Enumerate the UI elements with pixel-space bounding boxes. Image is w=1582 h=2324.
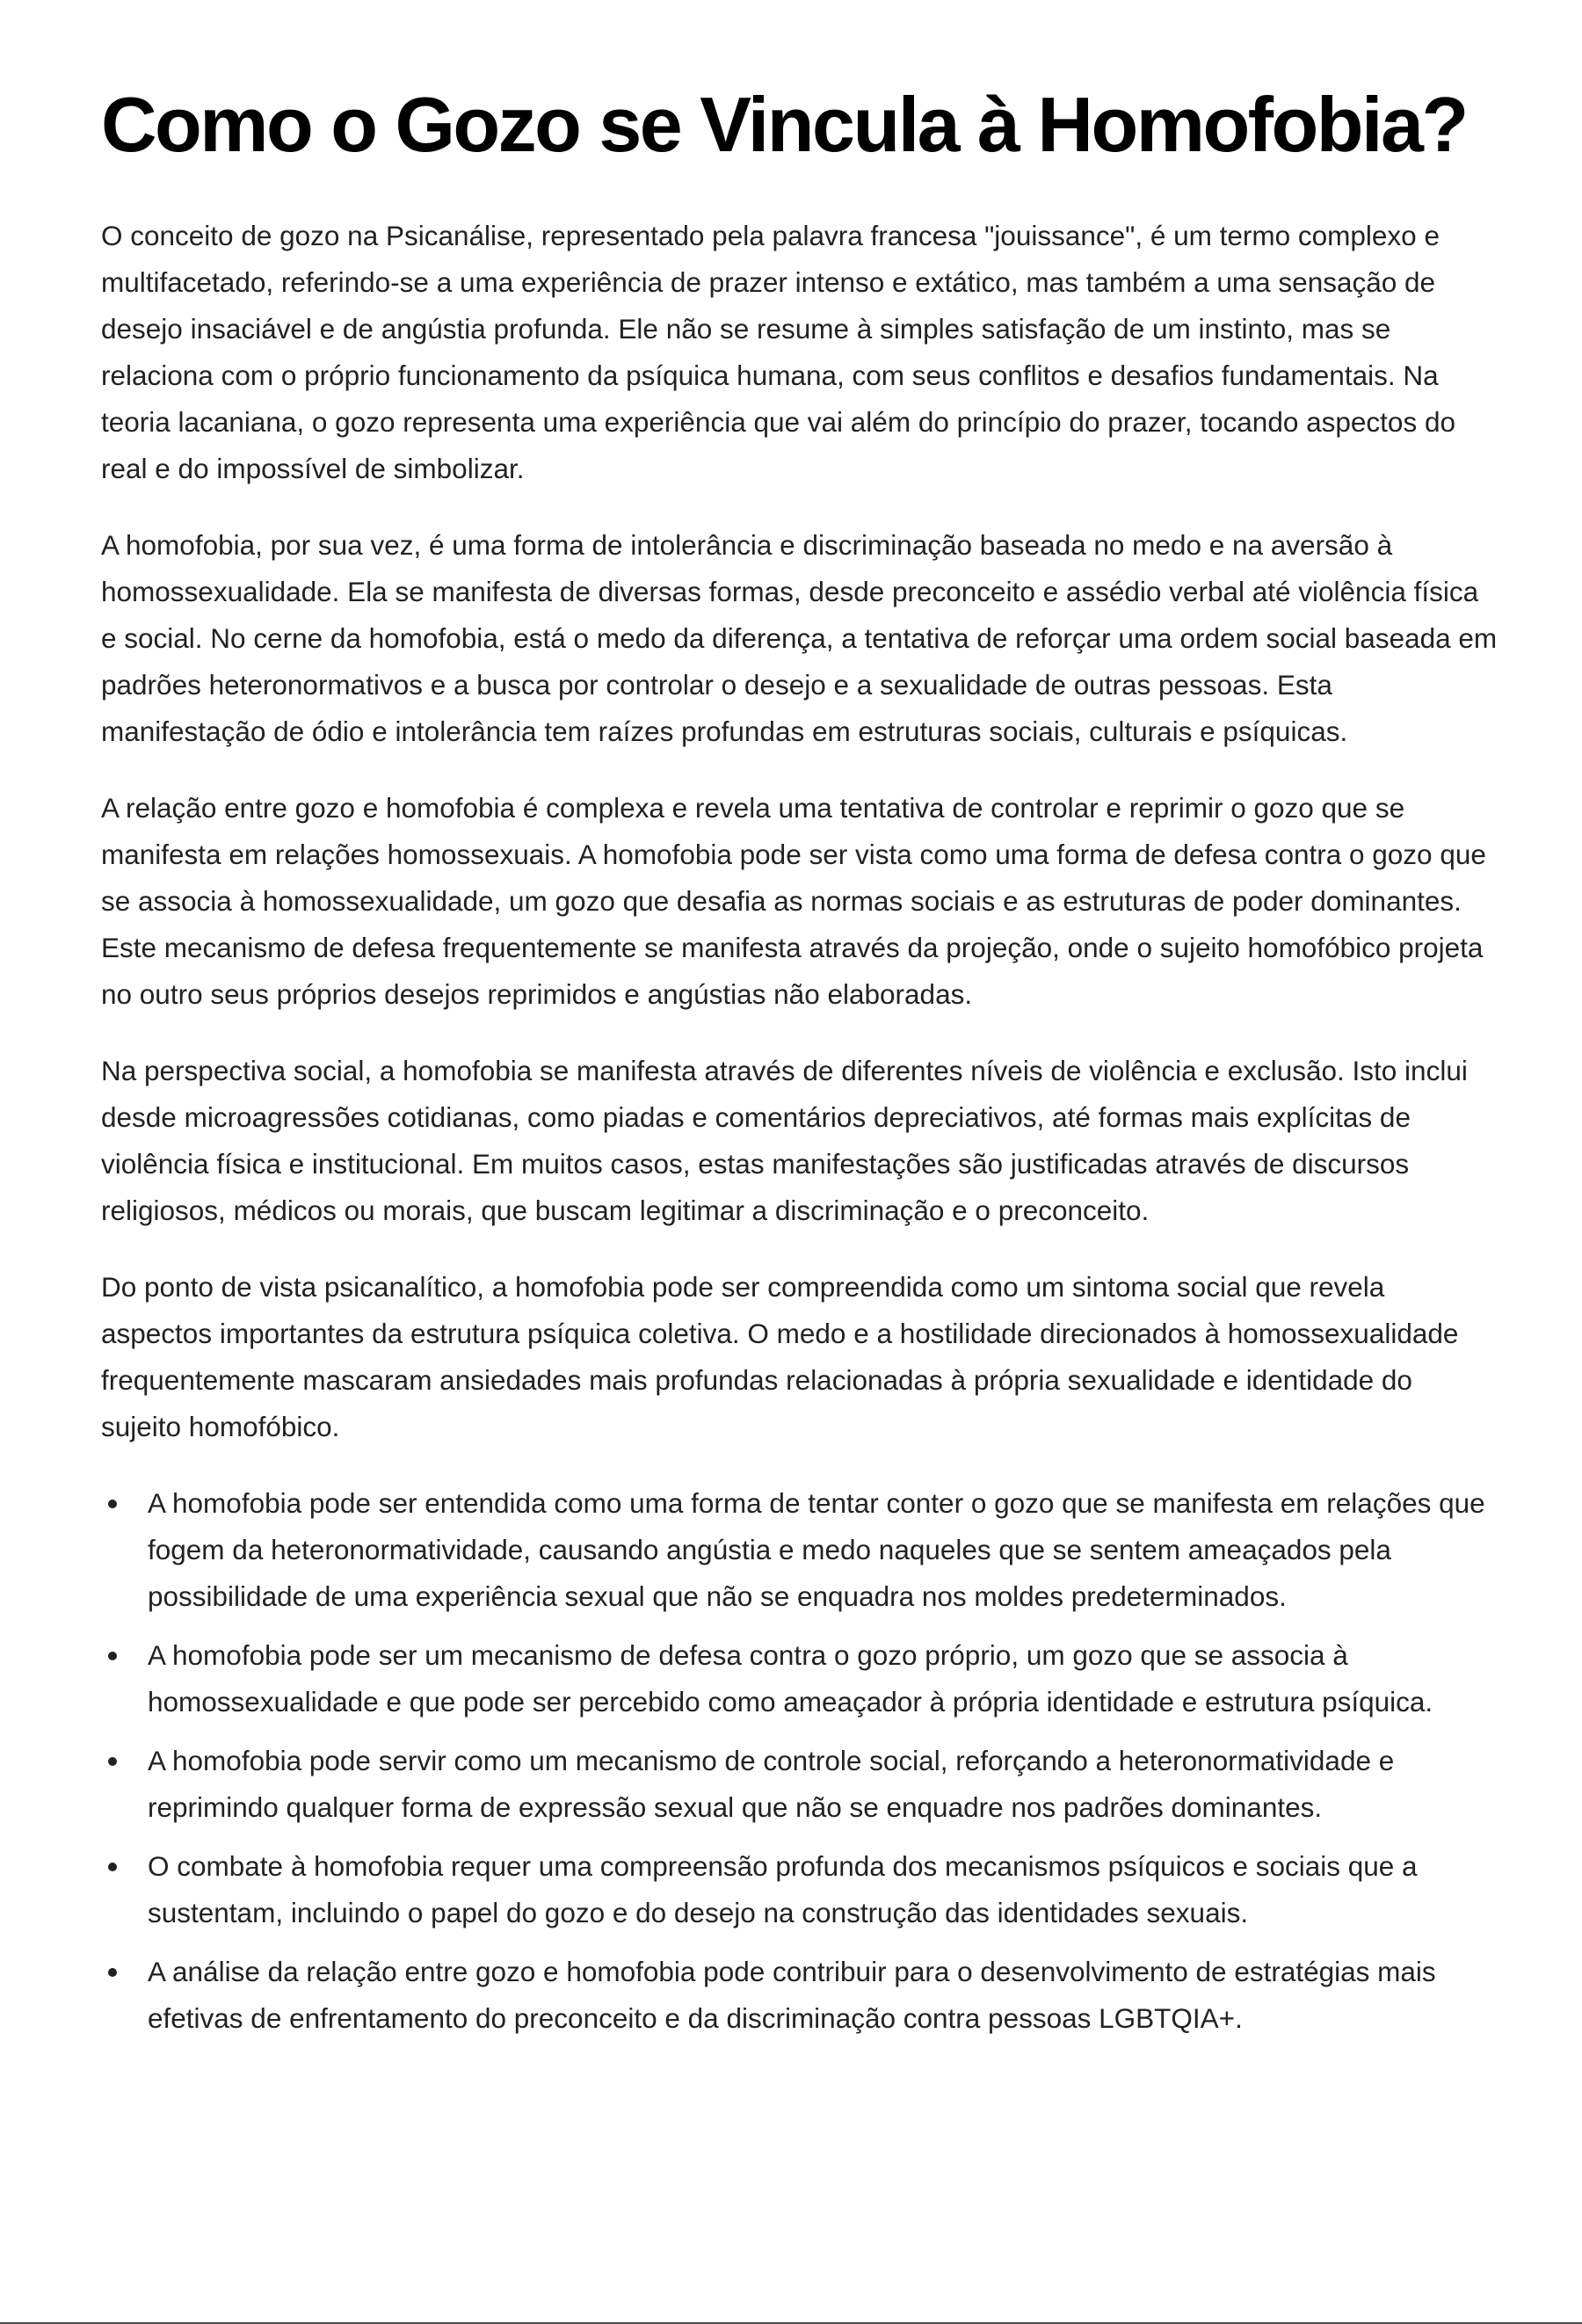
list-item [101,1632,1499,1725]
list-item-text: A homofobia pode servir como um mecanismo de controle social, reforçando a heteronormatividade e reprimindo qualquer forma de expressão sexual que não se enquadre nos padrões dominantes. [148,1745,1395,1823]
list-item [101,1949,1499,2042]
list-item [101,1843,1499,1936]
paragraph-homofobia-definition: A homofobia, por sua vez, é uma forma de intolerância e discriminação baseada no medo e na aversão à homossexualidade. Ela se manifesta de diversas formas, desde preconceito e assédio verbal até violência física e social. No cerne da homofobia, está o medo da diferença, a tentativa de reforçar uma ordem social baseada em padrões heteronormativos e a busca por controlar o desejo e a sexualidade de outras pessoas. Esta manifestação de ódio e intolerância tem raízes profundas em estruturas sociais, culturais e psíquicas. [101,529,1498,747]
paragraph-gozo-homofobia-relation: A relação entre gozo e homofobia é complexa e revela uma tentativa de controlar e reprimir o gozo que se manifesta em relações homossexuais. A homofobia pode ser vista como uma forma de defesa contra o gozo que se associa à homossexualidade, um gozo que desafia as normas sociais e as estruturas de poder dominantes. Este mecanismo de defesa frequentemente se manifesta através da projeção, onde o sujeito homofóbico projeta no outro seus próprios desejos reprimidos e angústias não elaboradas. [101,792,1486,1010]
bullet-icon [108,1863,117,1871]
list-item-text: A análise da relação entre gozo e homofobia pode contribuir para o desenvolvimento de estratégias mais efetivas de enfrentamento do preconceito e da discriminação contra pessoas LGBTQIA+. [148,1956,1436,2034]
list-item [101,1480,1499,1620]
bullet-icon [108,1757,117,1766]
paragraph-gozo-definition: O conceito de gozo na Psicanálise, representado pela palavra francesa "jouissance", é um termo complexo e multifacetado, referindo-se a uma experiência de prazer intenso e extático, mas também a uma sensação de desejo insaciável e de angústia profunda. Ele não se resume à simples satisfação de um instinto, mas se relaciona com o próprio funcionamento da psíquica humana, com seus conflitos e desafios fundamentais. Na teoria lacaniana, o gozo representa uma experiência que vai além do princípio do prazer, tocando aspectos do real e do impossível de simbolizar. [101,220,1455,484]
page-title: Como o Gozo se Vincula à Homofobia? [101,81,1467,168]
paragraph-social-perspective: Na perspectiva social, a homofobia se manifesta através de diferentes níveis de violência e exclusão. Isto inclui desde microagressões cotidianas, como piadas e comentários depreciativos, até formas mais explícitas de violência física e institucional. Em muitos casos, estas manifestações são justificadas através de discursos religiosos, médicos ou morais, que buscam legitimar a discriminação e o preconceito. [101,1055,1468,1226]
bullet-icon [108,1500,117,1508]
paragraph-psychoanalytic-view: Do ponto de vista psicanalítico, a homofobia pode ser compreendida como um sintoma social que revela aspectos importantes da estrutura psíquica coletiva. O medo e a hostilidade direcionados à homossexualidade frequentemente mascaram ansiedades mais profundas relacionadas à própria sexualidade e identidade do sujeito homofóbico. [101,1271,1459,1442]
bullet-icon [108,1968,117,1977]
document-body [101,213,1499,2042]
bullet-icon [108,1652,117,1660]
list-item-text: O combate à homofobia requer uma compreensão profunda dos mecanismos psíquicos e sociais que a sustentam, incluindo o papel do gozo e do desejo na construção das identidades sexuais. [148,1850,1418,1928]
bullet-list [101,1480,1499,2042]
list-item [101,1738,1499,1831]
list-item-text: A homofobia pode ser um mecanismo de defesa contra o gozo próprio, um gozo que se associa à homossexualidade e que pode ser percebido como ameaçador à própria identidade e estrutura psíquica. [148,1639,1433,1718]
document-page [101,76,1499,2054]
list-item-text: A homofobia pode ser entendida como uma forma de tentar conter o gozo que se manifesta em relações que fogem da heteronormatividade, causando angústia e medo naqueles que se sentem ameaçados pela possibilidade de uma experiência sexual que não se enquadra nos moldes predeterminados. [148,1487,1485,1612]
